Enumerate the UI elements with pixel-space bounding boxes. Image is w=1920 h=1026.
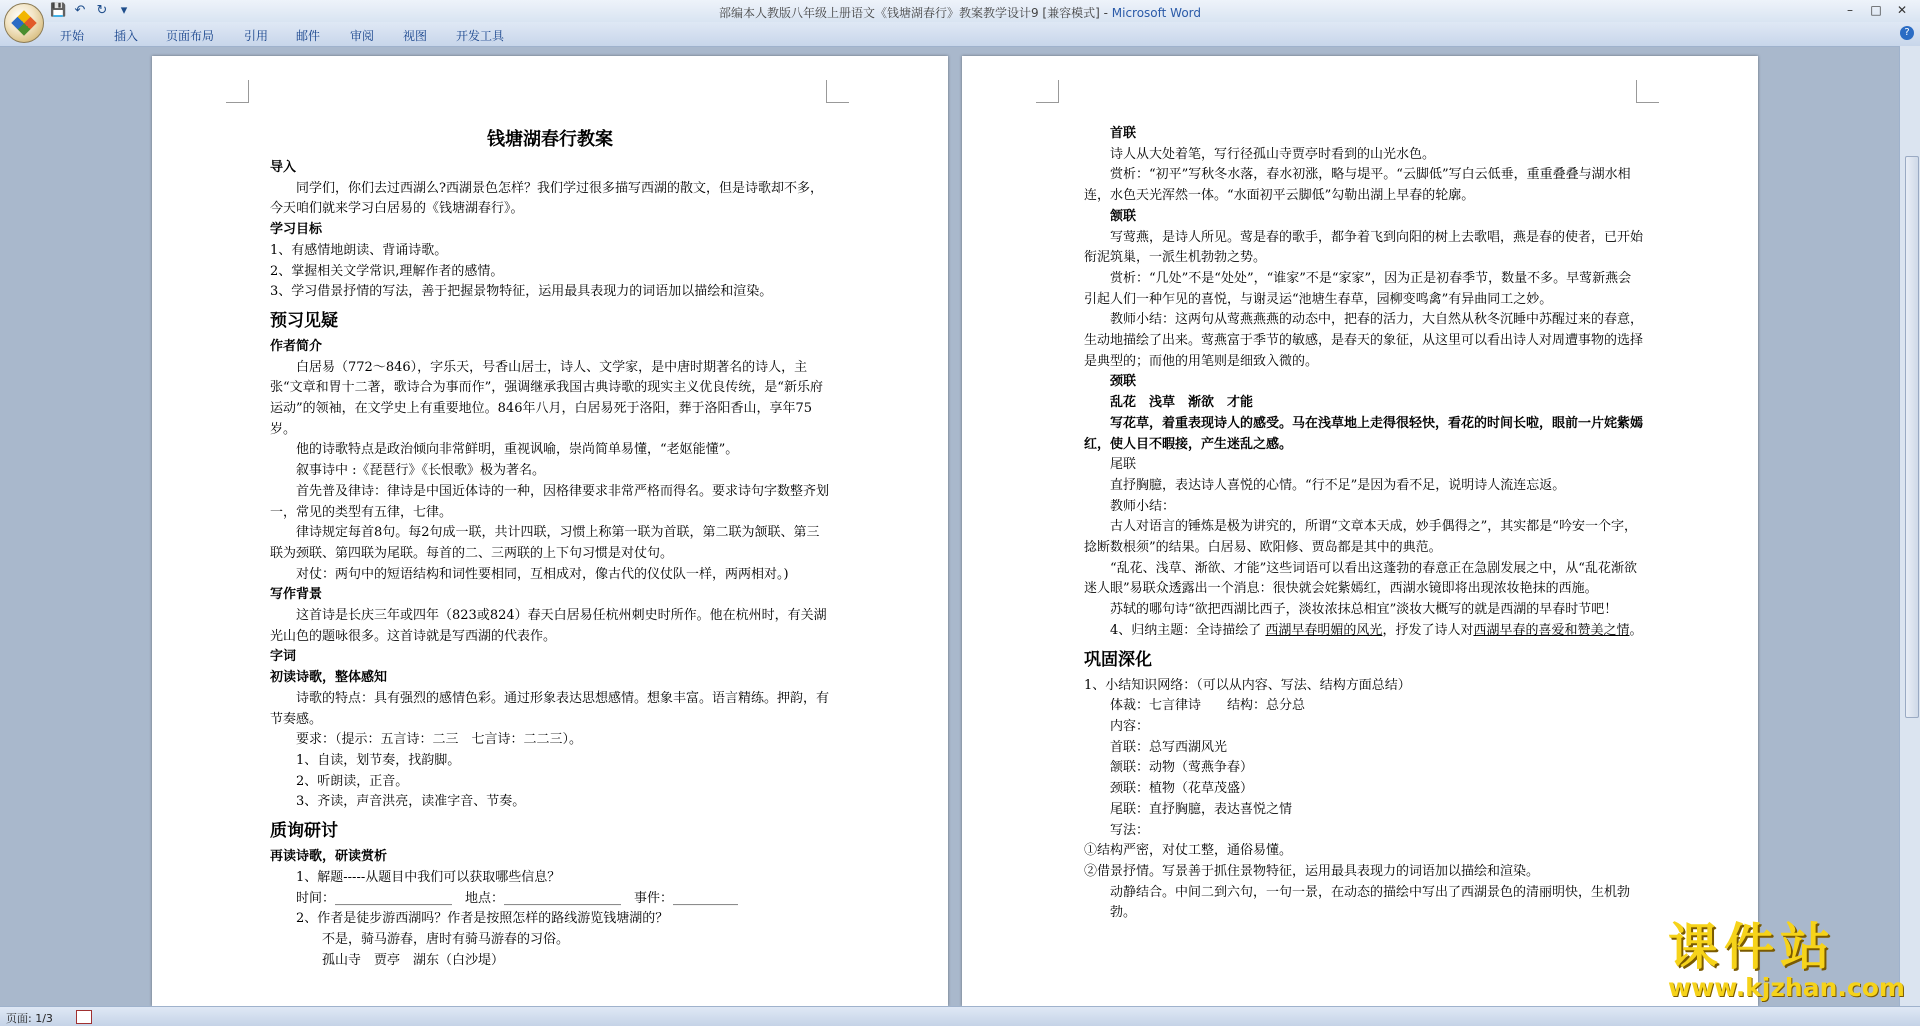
section-heading: 作者简介 (270, 338, 323, 354)
list-item: 3、学习借景抒情的写法，善于把握景物特征，运用最具表现力的词语加以描绘和渲染。 (270, 284, 773, 300)
keywords: 乱花 浅草 渐欲 才能 (1110, 395, 1254, 411)
window-controls (1838, 2, 1914, 18)
paragraph: 动静结合。中间二到六句，一句一景，在动态的描绘中写出了西湖景色的清丽明快，生机勃勃。 (1110, 884, 1631, 921)
list-item: 1、解题-----从题目中我们可以获取哪些信息？ (296, 869, 561, 885)
list-item: ②借景抒情。写景善于抓住景物特征，运用最具表现力的词语加以描绘和渲染。 (1084, 863, 1540, 879)
watermark-url: www.kjzhan.com (1668, 973, 1905, 1002)
paragraph: 这首诗是长庆三年或四年（823或824）春天白居易任杭州刺史时所作。他在杭州时，有关湖光山色的题咏很多。这首诗就是写西湖的代表作。 (270, 608, 827, 644)
undo-icon[interactable]: ↶ (74, 3, 86, 18)
paragraph: “乱花、浅草、渐欲、才能”这些词语可以看出这蓬勃的春意正在急剧发展之中，从“乱花渐欲迷人眼”易联众透露出一个消息：很快就会姹紫嫣红，西湖水镜即将出现浓妆艳抹的西施。 (1084, 560, 1637, 597)
margin-corner-mark (1036, 80, 1059, 103)
window-title (0, 4, 1920, 21)
section-title: 巩固深化 (1084, 649, 1152, 670)
minimize-icon[interactable]: – (1847, 3, 1853, 17)
theme-text: 4、归纳主题：全诗描绘了 (1110, 622, 1262, 638)
paragraph: 体裁：七言律诗 结构：总分总 (1110, 698, 1306, 714)
section-heading: 学习目标 (270, 222, 323, 238)
margin-corner-mark (826, 80, 849, 103)
section-heading: 尾联 (1110, 457, 1137, 473)
tab-mailings[interactable]: 邮件 (296, 29, 321, 43)
tab-view[interactable]: 视图 (403, 29, 428, 43)
paragraph: 不是，骑马游春，唐时有骑马游春的习俗。 (322, 931, 570, 947)
close-icon[interactable]: ✕ (1896, 3, 1908, 17)
section-heading: 写作背景 (270, 587, 323, 603)
margin-corner-mark (1636, 80, 1659, 103)
list-item: 颈联：植物（花草茂盛） (1110, 781, 1254, 797)
section-heading: 字词 (270, 649, 297, 665)
paragraph: 教师小结：这两句从莺燕燕燕的动态中，把春的活力，大自然从秋冬沉睡中苏醒过来的春意，生动地描绘了出来。莺燕富于季节的敏感，是春天的象征，从这里可以看出诗人对周遭事物的选择是典型的；而他的用笔则是细致入微的。 (1084, 312, 1644, 369)
paragraph: 要求：（提示：五言诗：二三 七言诗：二二三）。 (296, 732, 583, 748)
document-page-1[interactable] (152, 56, 948, 1006)
office-logo-icon (11, 10, 36, 35)
proofing-icon[interactable] (76, 1010, 92, 1024)
tab-page-layout[interactable]: 页面布局 (166, 29, 215, 43)
help-icon[interactable]: ? (1900, 26, 1914, 40)
theme-text: 。 (1629, 622, 1643, 638)
watermark (1668, 920, 1905, 1002)
list-item: 尾联：直抒胸臆，表达喜悦之情 (1110, 801, 1293, 817)
section-heading: 再读诗歌，研读赏析 (270, 849, 388, 865)
redo-icon[interactable]: ↻ (96, 3, 108, 18)
fill-in-fields: 时间：__________________ 地点：__________________ 事件：__________ (296, 890, 739, 906)
paragraph: 诗人从大处着笔，写行径孤山寺贾亭时看到的山光水色。 (1110, 146, 1436, 162)
vertical-scrollbar-area (1899, 46, 1920, 1006)
paragraph: 诗歌的特点：具有强烈的感情色彩。通过形象表达思想感情。想象丰富。语言精练。押韵，有节奏感。 (270, 690, 830, 727)
paragraph: 对仗：两句中的短语结构和词性要相同，互相成对，像古代的仪仗队一样，两两相对。) (296, 566, 789, 582)
page-indicator[interactable]: 页面: 1/3 (6, 1012, 53, 1025)
paragraph: 内容： (1110, 718, 1150, 734)
section-heading: 初读诗歌，整体感知 (270, 670, 388, 686)
section-title: 预习见疑 (270, 310, 338, 331)
ribbon-tabs (0, 22, 1920, 47)
paragraph: 苏轼的哪句诗“欲把西湖比西子，淡妆浓抹总相宜”淡妆大概写的就是西湖的早春时节吧！ (1110, 602, 1618, 618)
theme-underlined: 西湖早春的喜爱和赞美之情 (1473, 622, 1630, 638)
paragraph: 赏析：“初平”写秋冬水落，春水初涨，略与堤平。“云脚低”写白云低垂，重重叠叠与湖水相连，水色天光浑然一体。“水面初平云脚低”勾勒出湖上早春的轮廓。 (1084, 167, 1631, 204)
paragraph: 同学们，你们去过西湖么?西湖景色怎样？我们学过很多描写西湖的散文，但是诗歌却不多，今天咱们就来学习白居易的《钱塘湖春行》。 (270, 180, 823, 217)
page-1-content[interactable] (270, 126, 830, 971)
paragraph: 古人对语言的锤炼是极为讲究的，所谓“文章本天成，妙手偶得之”，其实都是“吟安一个字，捻断数根须”的结果。白居易、欧阳修、贾岛都是其中的典范。 (1084, 519, 1637, 556)
scrollbar-thumb[interactable] (1905, 156, 1919, 718)
list-item: 1、自读，划节奏，找韵脚。 (296, 752, 461, 768)
section-heading: 颈联 (1110, 374, 1137, 390)
tab-references[interactable]: 引用 (244, 29, 269, 43)
theme-underlined: 西湖早春明媚的风光 (1265, 622, 1383, 638)
paragraph: 写莺燕，是诗人所见。莺是春的歌手，都争着飞到向阳的树上去歌唱，燕是春的使者，已开始衔泥筑巢，一派生机勃勃之势。 (1084, 229, 1644, 266)
paragraph: 首先普及律诗：律诗是中国近体诗的一种，因格律要求非常严格而得名。要求诗句字数整齐划一，常见的类型有五律，七律。 (270, 483, 830, 520)
tab-developer[interactable]: 开发工具 (456, 29, 505, 43)
paragraph: 他的诗歌特点是政治倾向非常鲜明，重视讽喻，崇尚简单易懂，“老妪能懂”。 (296, 442, 739, 458)
list-item: 2、作者是徒步游西湖吗？作者是按照怎样的路线游览钱塘湖的？ (296, 911, 669, 927)
page-2-content[interactable] (1084, 124, 1644, 924)
tab-home[interactable]: 开始 (60, 29, 85, 43)
list-item: 3、齐读，声音洪亮，读准字音、节奏。 (296, 794, 526, 810)
title-bar (0, 0, 1920, 22)
list-item: 颔联：动物（莺燕争春） (1110, 760, 1254, 776)
list-item: 2、听朗读，正音。 (296, 773, 409, 789)
theme-text: ，抒发了诗人对 (1382, 622, 1474, 638)
paragraph: 写花草，着重表现诗人的感受。马在浅草地上走得很轻快，看花的时间长啦，眼前一片姹紫嫣红，使人目不暇接，产生迷乱之感。 (1084, 415, 1644, 452)
margin-corner-mark (226, 80, 249, 103)
watermark-logo-text: 课件站 (1668, 918, 1836, 976)
save-icon[interactable]: 💾 (50, 3, 67, 18)
vertical-scrollbar[interactable] (1904, 126, 1918, 906)
tab-review[interactable]: 审阅 (350, 29, 375, 43)
list-item: ①结构严密，对仗工整，通俗易懂。 (1084, 843, 1293, 859)
document-title: 部编本人教版八年级上册语文《钱塘湖春行》教案教学设计9 [兼容模式] - (718, 6, 1112, 20)
list-item: 1、小结知识网络：（可以从内容、写法、结构方面总结） (1084, 677, 1411, 693)
office-button[interactable] (4, 3, 44, 43)
status-bar (0, 1006, 1920, 1026)
paragraph: 直抒胸臆，表达诗人喜悦的心情。“行不足”是因为看不足，说明诗人流连忘返。 (1110, 477, 1566, 493)
maximize-icon[interactable]: □ (1870, 3, 1882, 17)
list-item: 2、掌握相关文学常识,理解作者的感情。 (270, 263, 504, 279)
section-heading: 颔联 (1110, 208, 1137, 224)
paragraph: 教师小结： (1110, 498, 1176, 514)
section-heading: 导入 (270, 160, 297, 175)
section-title: 质询研讨 (270, 821, 338, 842)
paragraph: 赏析：“几处”不是“处处”，“谁家”不是“家家”，因为正是初春季节，数量不多。早莺新燕会引起人们一种乍见的喜悦，与谢灵运“池塘生春草，园柳变鸣禽”有异曲同工之妙。 (1084, 270, 1632, 307)
section-heading: 首联 (1110, 126, 1137, 141)
paragraph: 孤山寺 贾亭 湖东（白沙堤） (322, 952, 505, 968)
document-page-2[interactable] (962, 56, 1758, 1006)
paragraph: 白居易（772～846），字乐天，号香山居士，诗人、文学家，是中唐时期著名的诗人，主张“文章和胃十二著，歌诗合为事而作”，强调继承我国古典诗歌的现实主义优良传统，是“新乐府运动”的领袖，在文学史上有重要地位。846年八月，白居易死于洛阳，葬于洛阳香山，享年75岁。 (270, 359, 823, 437)
customize-qat-icon[interactable]: ▾ (120, 3, 128, 18)
app-name: Microsoft Word (1111, 6, 1202, 20)
list-item: 首联：总写西湖风光 (1110, 739, 1228, 755)
paragraph: 写法： (1110, 822, 1150, 838)
list-item: 1、有感情地朗读、背诵诗歌。 (270, 242, 448, 258)
theme-summary (1084, 621, 1644, 642)
paragraph: 律诗规定每首8句。每2句成一联，共计四联，习惯上称第一联为首联，第二联为颔联、第三联为颈联、第四联为尾联。每首的二、三两联的上下句习惯是对仗句。 (270, 525, 820, 561)
tab-insert[interactable]: 插入 (114, 29, 139, 43)
document-title-heading: 钱塘湖春行教案 (487, 129, 613, 150)
paragraph: 叙事诗中 :《琵琶行》《长恨歌》极为著名。 (296, 463, 546, 479)
